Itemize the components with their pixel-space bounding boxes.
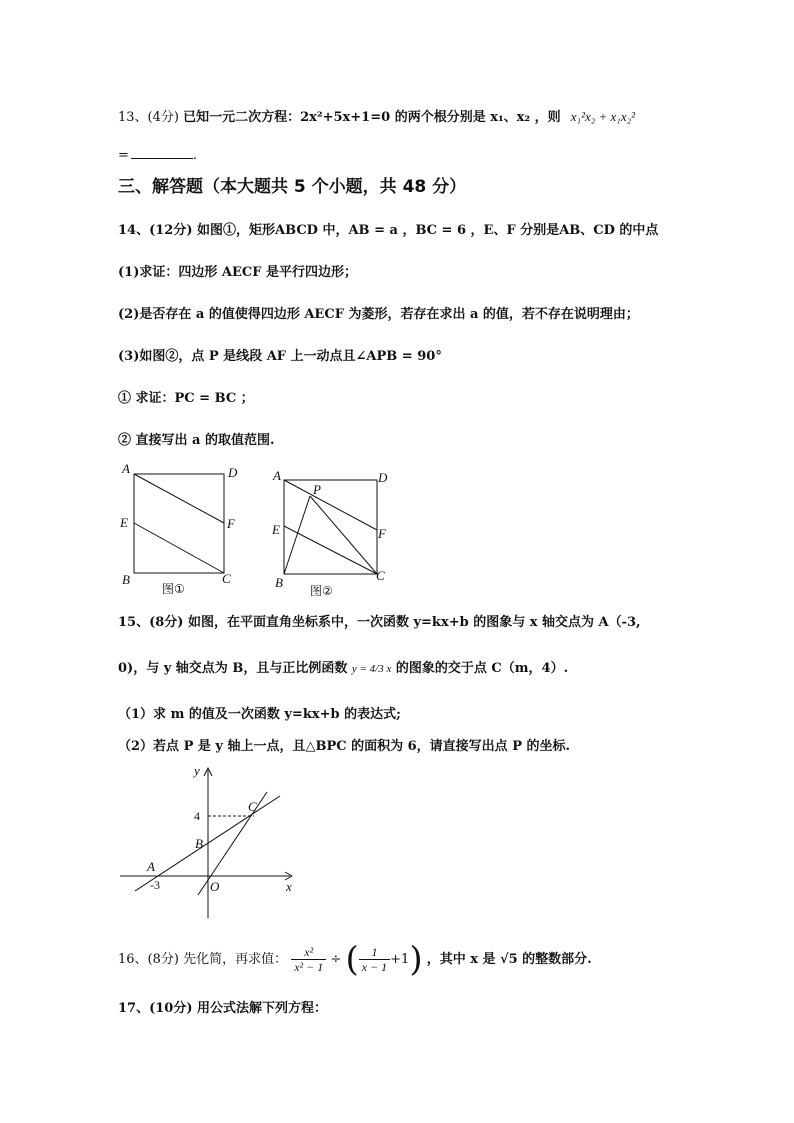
segment-ec [134,523,224,573]
segment-bp [284,496,310,574]
fig1-label-b: B [122,572,130,587]
fig1-caption: 图① [162,582,185,596]
fig2-label-d: D [378,470,388,485]
q16-left-paren: ( [345,939,359,980]
q16-plus-one: +1 [390,952,410,967]
label-4: 4 [194,809,200,823]
q16-fraction-1 [291,945,326,974]
fig2-label-f: F [378,526,386,541]
fig2-label-p: P [313,482,321,497]
segment-pc [310,496,377,574]
fig2-label-a: A [273,468,281,483]
q14-figures [110,460,410,600]
label-x: x [286,879,292,894]
label-y: y [194,763,200,778]
q15-line2-a: 0)，与 y 轴交点为 B，且与正比例函数 [118,661,348,676]
q16-fraction-2 [359,945,390,974]
figure-1 [134,474,224,573]
q17-line: 17、(10分) 用公式法解下列方程： [118,1001,328,1016]
q14-part3a: ① 求证：PC = BC ； [118,391,254,406]
label-b: B [195,836,203,851]
q16-frac1-num: x² [291,945,326,960]
q14-part1: (1)求证：四边形 AECF 是平行四边形； [118,265,357,280]
q13-expression: x₁²x₂ + x₁x₂² [570,109,636,124]
section-heading: 三、解答题（本大题共 5 个小题，共 48 分） [118,177,467,197]
q16-divide: ÷ [330,952,342,967]
q15-line2-b: 的图象的交于点 C（m，4）. [395,661,569,676]
q13-answer-line [118,146,197,165]
q13-prefix: 13、(4分) [118,110,179,125]
q15-graph [110,760,310,925]
q14-intro [118,222,658,240]
fig1-label-c: C [222,571,231,586]
q16-frac1-den: x² − 1 [294,960,324,974]
fig2-label-e: E [272,522,280,537]
fig2-label-c: C [376,568,385,583]
q14-part2: (2)是否存在 a 的值使得四边形 AECF 为菱形，若存在求出 a 的值，若不存在说明理由； [118,307,639,322]
q16-suffix: ，其中 x 是 √5 的整数部分. [426,952,592,967]
q15-part2: （2）若点 P 是 y 轴上一点，且△BPC 的面积为 6，请直接写出点 P 的坐标. [118,739,571,754]
q16-frac2-den: x − 1 [361,960,388,974]
fig1-label-a: A [122,461,130,476]
q15-line2 [118,660,568,678]
label-a: A [147,859,155,874]
q13-period: . [192,148,198,163]
fig1-label-d: D [228,465,238,480]
q16-right-paren: ) [409,939,423,980]
label-neg3: -3 [150,878,160,892]
q15-proportional-function: y = 4/3 x [351,663,392,675]
q15-part1: （1）求 m 的值及一次函数 y=kx+b 的表达式; [118,707,401,722]
q15-line1: 15、(8分) 如图，在平面直角坐标系中，一次函数 y=kx+b 的图象与 x 轴交点为 A（-3, [118,615,641,630]
figure-2 [284,480,377,574]
q16-line [118,940,592,980]
q14-part3: (3)如图②，点 P 是线段 AF 上一动点且∠APB = 90° [118,349,442,364]
fig1-label-f: F [227,516,235,531]
q14-intro-text: 14、(12分) 如图①，矩形ABCD 中，AB = a ，BC = 6 ，E、F 分别是AB、CD 的中点 [118,223,659,238]
rectangle-abcd [134,474,224,573]
label-c: C [248,799,257,814]
label-o: O [210,879,220,894]
segment-af [134,474,224,523]
q16-prefix: 16、(8分) 先化简，再求值： [118,952,288,967]
q13-line [118,108,635,127]
segment-af-2 [284,480,377,530]
rectangle-abcd-2 [284,480,377,574]
q16-frac2-num: 1 [359,945,390,960]
fig2-caption: 图② [310,584,333,598]
q13-equals: = [118,148,129,163]
q14-part3b: ② 直接写出 a 的取值范围. [118,433,275,448]
answer-blank[interactable] [131,146,193,159]
fig1-label-e: E [120,515,128,530]
q13-text: 已知一元二次方程：2x²+5x+1=0 的两个根分别是 x₁、x₂ ，则 [183,110,561,125]
fig2-label-b: B [275,575,283,590]
